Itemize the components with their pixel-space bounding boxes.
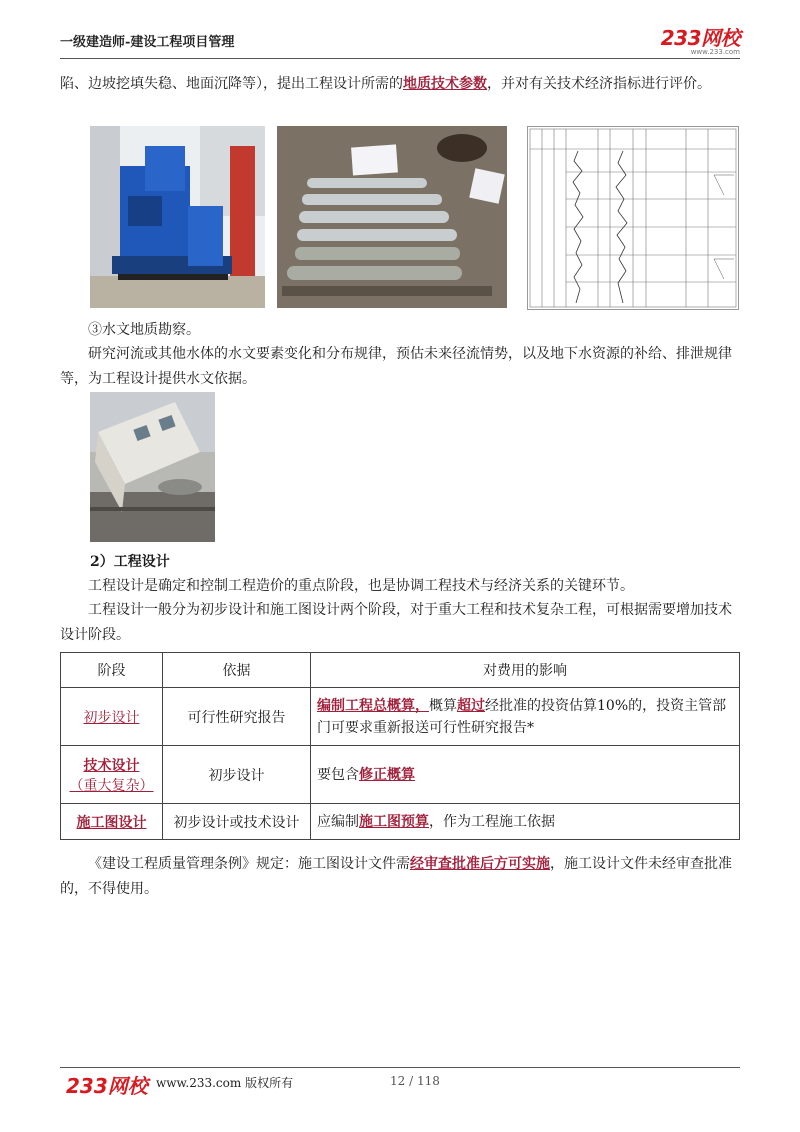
column-header: 依据 [163, 653, 311, 688]
stage-technical-design-note: （重大复杂） [69, 777, 154, 794]
paragraph-regulation [60, 852, 740, 902]
table-row [61, 688, 740, 746]
page-footer [60, 1067, 740, 1098]
basis-cell: 初步设计或技术设计 [163, 804, 311, 840]
highlight-revised-estimate: 修正概算 [359, 766, 415, 783]
text: 《建设工程质量管理条例》规定：施工图设计文件需 [88, 856, 410, 872]
basis-cell: 可行性研究报告 [163, 688, 311, 746]
column-header: 阶段 [61, 653, 163, 688]
stage-preliminary-design: 初步设计 [83, 709, 140, 726]
table-row [61, 746, 740, 804]
page-header [60, 22, 740, 59]
text: ，施工设计文件未经审查批准的，不得使用。 [60, 856, 732, 897]
section-heading-engineering-design: 2）工程设计 [90, 554, 170, 570]
stage-technical-design: 技术设计 [83, 757, 140, 774]
paragraph-design-stages: 工程设计一般分为初步设计和施工图设计两个阶段，对于重大工程和技术复杂工程，可根据需要增加技术设计阶段。 [60, 602, 732, 643]
header-title: 一级建造师-建设工程项目管理 [60, 35, 235, 50]
item-hydro-survey: ③水文地质勘察。 [88, 322, 200, 338]
text: 经批准的投资估算10%的，投资主管部门可要求重新报送可行性研究报告* [317, 697, 727, 736]
column-header: 对费用的影响 [311, 653, 740, 688]
footer-copyright: www.233.com 版权所有 [156, 1076, 294, 1090]
text: ，并对有关技术经济指标进行评价。 [487, 76, 711, 92]
logo-url: www.233.com [690, 48, 740, 56]
paragraph-hydro: 研究河流或其他水体的水文要素变化和分布规律，预估未来径流情势，以及地下水资源的补给、排泄规律等，为工程设计提供水文依据。 [60, 346, 732, 387]
highlight-total-estimate: 编制工程总概算， [317, 697, 429, 714]
stage-construction-drawing: 施工图设计 [76, 814, 147, 831]
effect-cell [311, 804, 740, 840]
text: 要包含 [317, 766, 359, 783]
stage-cell [61, 804, 163, 840]
highlight-approval: 经审查批准后方可实施 [410, 856, 550, 872]
design-stage-table [60, 652, 740, 840]
effect-cell [311, 688, 740, 746]
brand-logo [661, 22, 740, 56]
paragraph-geology [60, 72, 740, 97]
logo-text: 233网校 [660, 26, 740, 50]
highlight-exceed: 超过 [457, 697, 485, 714]
basis-cell: 初步设计 [163, 746, 311, 804]
highlight-geology-params: 地质技术参数 [403, 76, 487, 92]
highlight-construction-budget: 施工图预算 [359, 813, 429, 830]
table-header-row [61, 653, 740, 688]
text: 概算 [429, 697, 457, 714]
tilted-house-photo [90, 392, 215, 542]
stage-cell [61, 746, 163, 804]
text: 陷、边坡挖填失稳、地面沉降等），提出工程设计所需的 [60, 76, 403, 92]
text: ，作为工程施工依据 [429, 813, 555, 830]
effect-cell [311, 746, 740, 804]
borehole-log-chart [527, 126, 739, 310]
page-number: 12 / 118 [390, 1074, 440, 1088]
paragraph-design-importance: 工程设计是确定和控制工程造价的重点阶段，也是协调工程技术与经济关系的关键环节。 [88, 578, 634, 594]
drilling-machine-photo [90, 126, 265, 308]
text: 应编制 [317, 813, 359, 830]
drill-core-samples-photo [277, 126, 507, 308]
table-row [61, 804, 740, 840]
footer-logo: 233网校 [66, 1074, 148, 1098]
stage-cell [61, 688, 163, 746]
